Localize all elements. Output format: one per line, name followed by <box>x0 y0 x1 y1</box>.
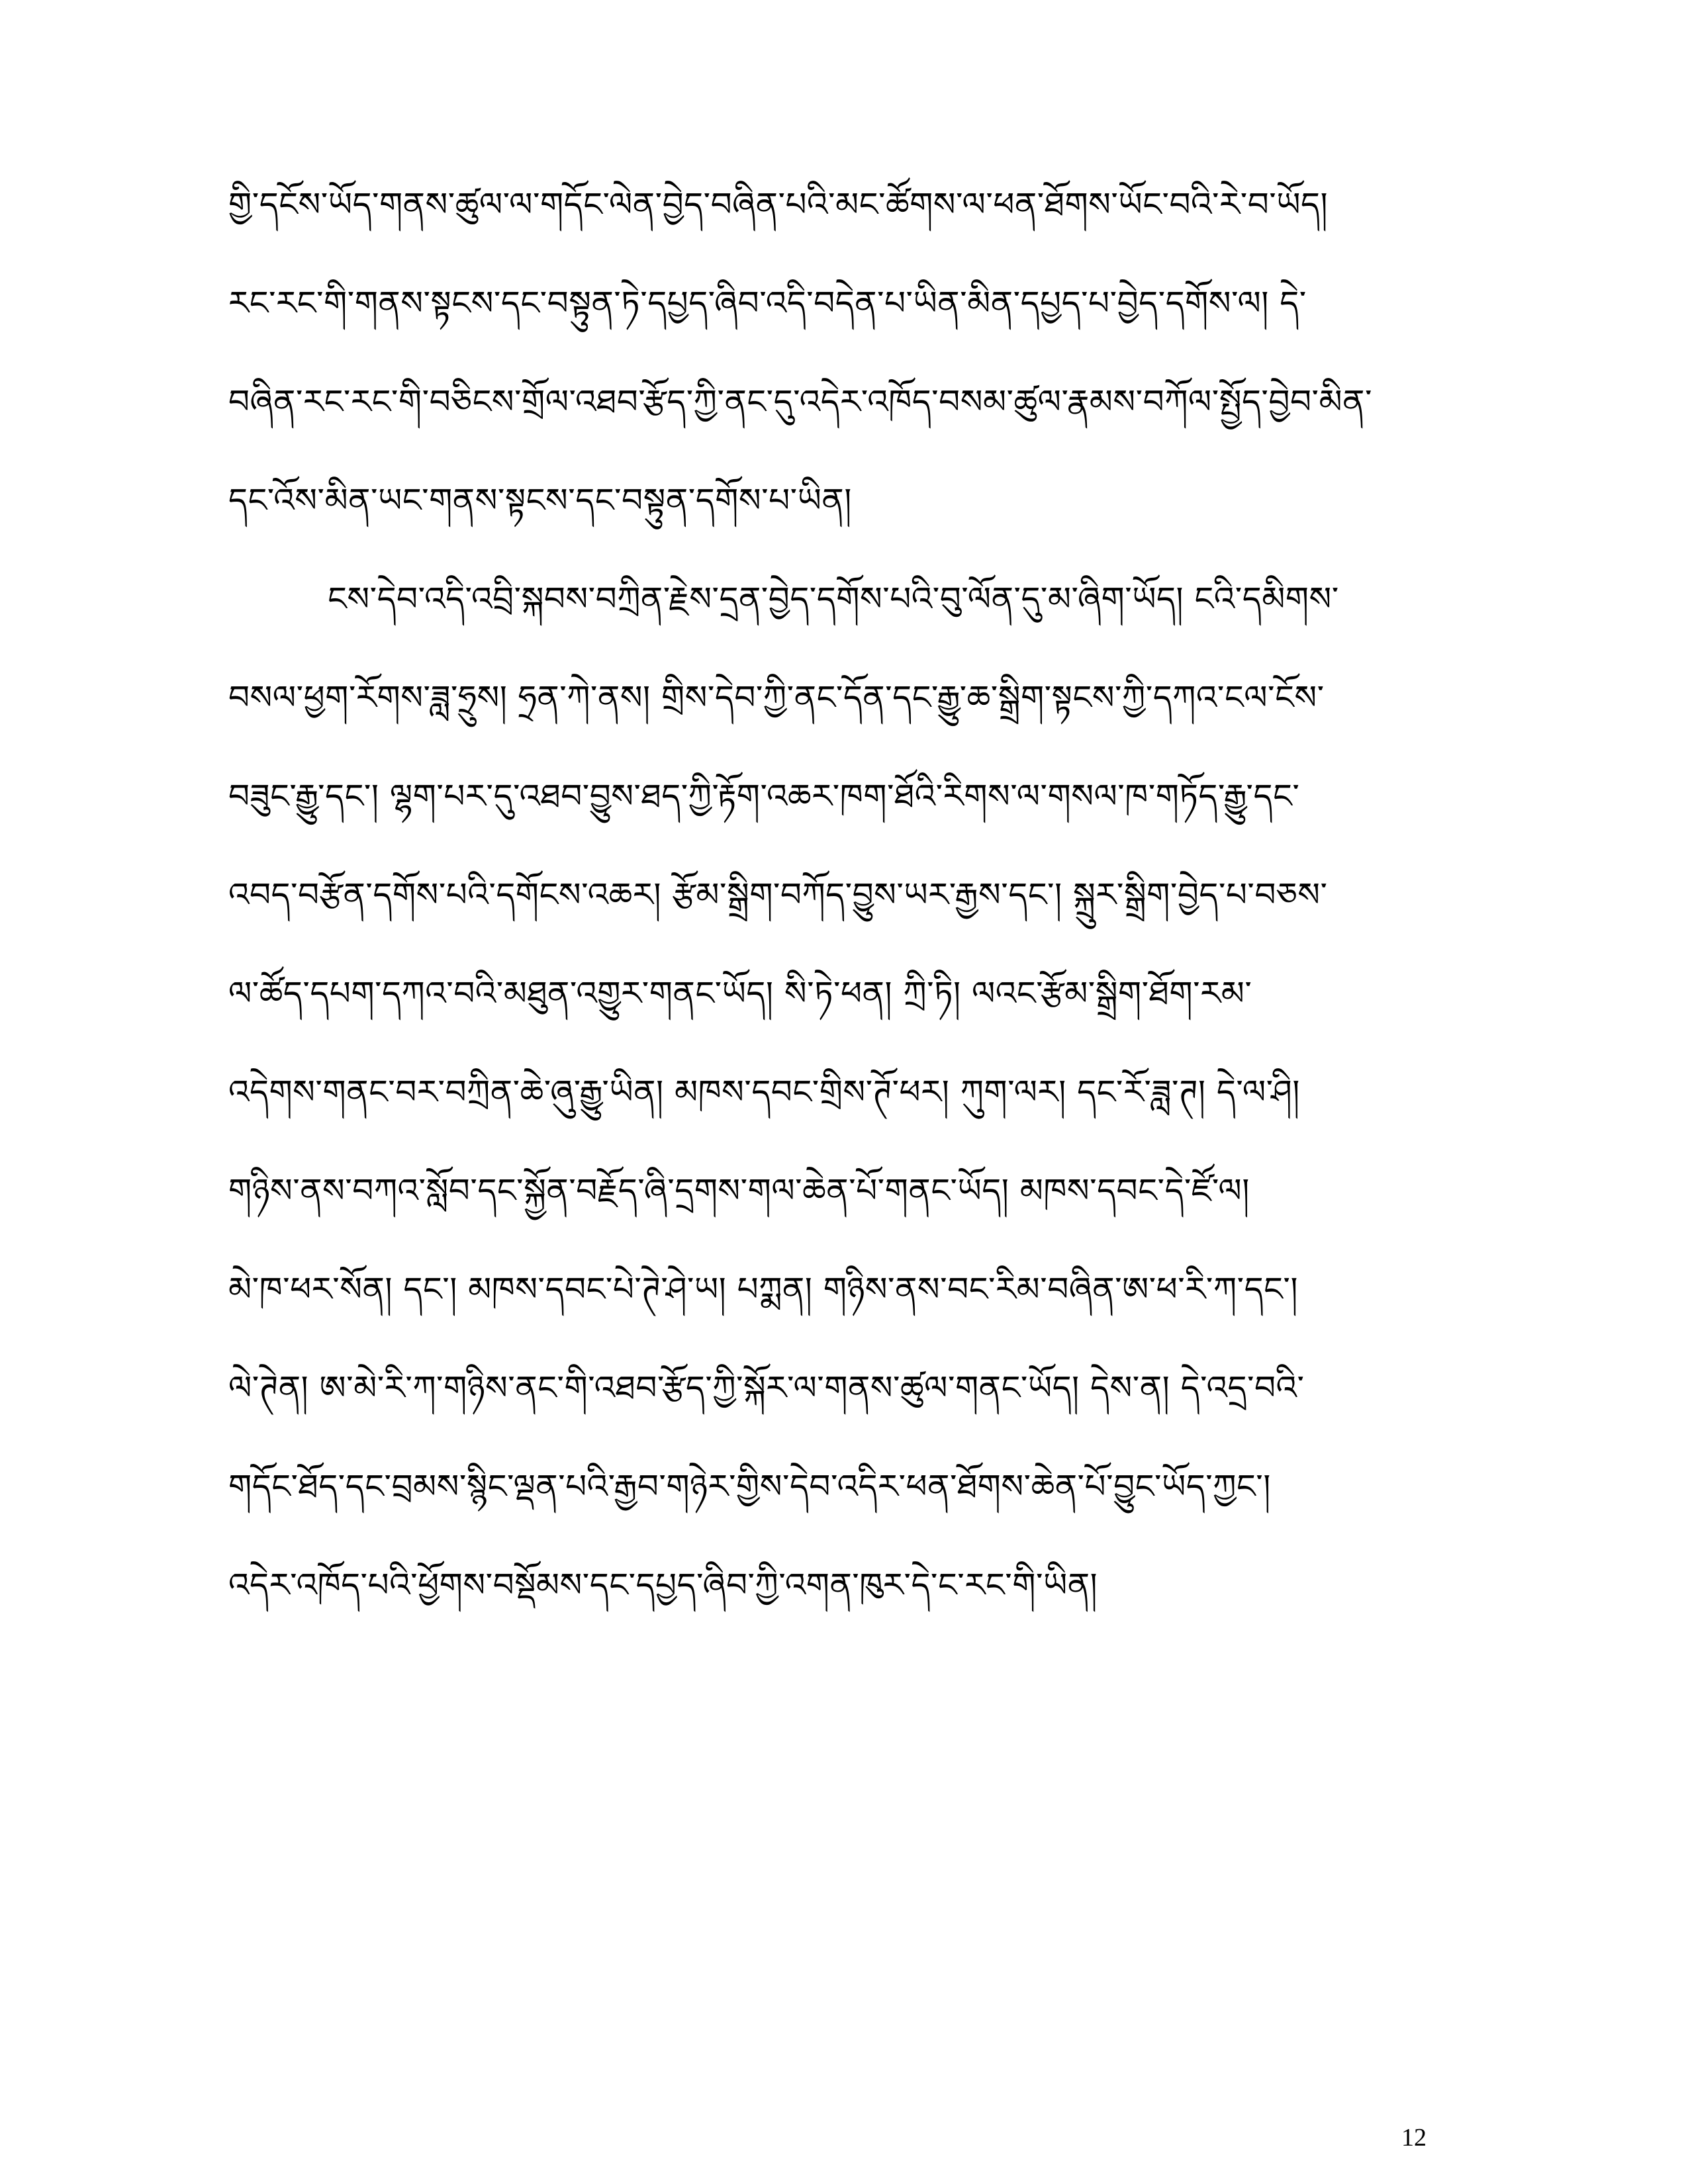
text-line: དང་འོས་མིན་ཡང་གནས་སྟངས་དང་བསྟུན་དགོས་པ་ཡིན། <box>228 481 852 520</box>
text-line: རང་རང་གི་གནས་སྟངས་དང་བསྟུན་ཏེ་དཔྱད་ཞིབ་འདི་བདེན་པ་ཡིན་མིན་དཔྱད་པ་བྱེད་དགོས་ལ། དེ་ <box>228 284 1307 322</box>
text-line: འདེར་འཁོད་པའི་ཕྱོགས་བསྡོམས་དང་དཔྱད་ཞིབ་ཀྱི་འགན་ཁུར་དེ་ང་རང་གི་ཡིན། <box>228 1566 1098 1604</box>
text-line: མེ་ཁ་ཕར་སོན། དང་། མཁས་དབང་པེ་ཊེ་ཤེ་ཡ། པཀྨན། གཉིས་ནས་བང་རིམ་བཞིན་ཨ་ཕ་རི་ཀ་དང་། <box>228 1270 1298 1308</box>
text-line: བསལ་ཕྱག་རོགས་ཟླ་ཧྲུས། ཧྲན་ཀེ་ནས། གྲིས་དེབ་ཀྱི་ནང་དོན་དང་རྒྱུ་ཆ་སྒྲིག་སྟངས་ཀྱི་དཀའ་ངལ་ངོས་ <box>228 678 1325 717</box>
text-line: འབད་བརྩོན་དགོས་པའི་དགོངས་འཆར། རྩོམ་སྒྲིག་བཀོད་བྱུས་ཡར་རྒྱས་དང་། སྐྲུར་སྒྲིག་བྱེད་པ་བཅས་ <box>228 876 1328 914</box>
text-line: ལ་ཚོད་དཔག་དཀའ་བའི་མཐུན་འགྱུར་གནང་ཡོད། སི་ཏེ་ཕན། ཀྲི་ཏི། ལའང་རྩོམ་སྒྲིག་ཐོག་རམ་ <box>228 974 1252 1013</box>
body-text <box>228 156 1473 1635</box>
text-line: གདོང་ཐོད་དང་བྲམས་སྙིང་ལྡན་པའི་རྒྱབ་གཉེར་གྱིས་དེབ་འདིར་ཕན་ཐོགས་ཆེན་པོ་བྱུང་ཡོད་ཀྱང་། <box>228 1467 1271 1506</box>
paragraph-first-line: ངས་དེབ་འདི་འབྲི་སྐབས་བཀྲིན་རྗེས་དྲན་བྱེད་དགོས་པའི་བུ་ལོན་དུ་མ་ཞིག་ཡོད། ངའི་དམིགས་ <box>328 580 1339 618</box>
text-line: ལེ་ཊེན། ཨ་མེ་རི་ཀ་གཉིས་ནང་གི་འཐབ་རྩོད་ཀྱི་སྐོར་ལ་གནས་ཚུལ་གནང་ཡོད། དེས་ན། དེ་འདྲ་བའི་ <box>228 1369 1305 1407</box>
text-line: གཉིས་ནས་བཀའ་སློབ་དང་སྐྱོན་བརྗོད་ཞི་དྲགས་གལ་ཆེན་པོ་གནང་ཡོད། མཁས་དབང་དེ་ཛོ་ལ། <box>228 1171 1250 1210</box>
text-line: བཟུང་རྒྱུ་དང་། ལྷག་པར་དུ་འཐབ་བྱུས་ཐད་ཀྱི་རྟོག་འཆར་ཁག་ཐོའི་རིགས་ལ་གསལ་ཁ་གཏོད་རྒྱུ་དང་ <box>228 777 1300 815</box>
text-line: འདེགས་གནང་བར་བཀྲིན་ཆེ་ཞུ་རྒྱུ་ཡིན། མཁས་དབང་གྲིས་ཊོ་ཕར། ཀུག་ལར། དང་རོ་ཟླ་ཊ། དེ་ལ་ཤི། <box>228 1073 1300 1111</box>
page-number: 12 <box>1401 2124 1427 2152</box>
text-line: བཞིན་རང་རང་གི་བཅིངས་གྲོལ་འཐབ་རྩོད་ཀྱི་ནང་དུ་འདེར་འཁོད་བསམ་ཚུལ་རྣམས་བཀོལ་སྤྱོད་བྱེབ་མིན་ <box>228 383 1372 421</box>
text-line: གྱི་དངོས་ཡོད་གནས་ཚུལ་ལ་གདོང་ལེན་བྱེད་བཞིན་པའི་མང་ཚོགས་ལ་ཕན་ཐོགས་ཡོང་བའི་རེ་བ་ཡོད། <box>228 185 1329 224</box>
